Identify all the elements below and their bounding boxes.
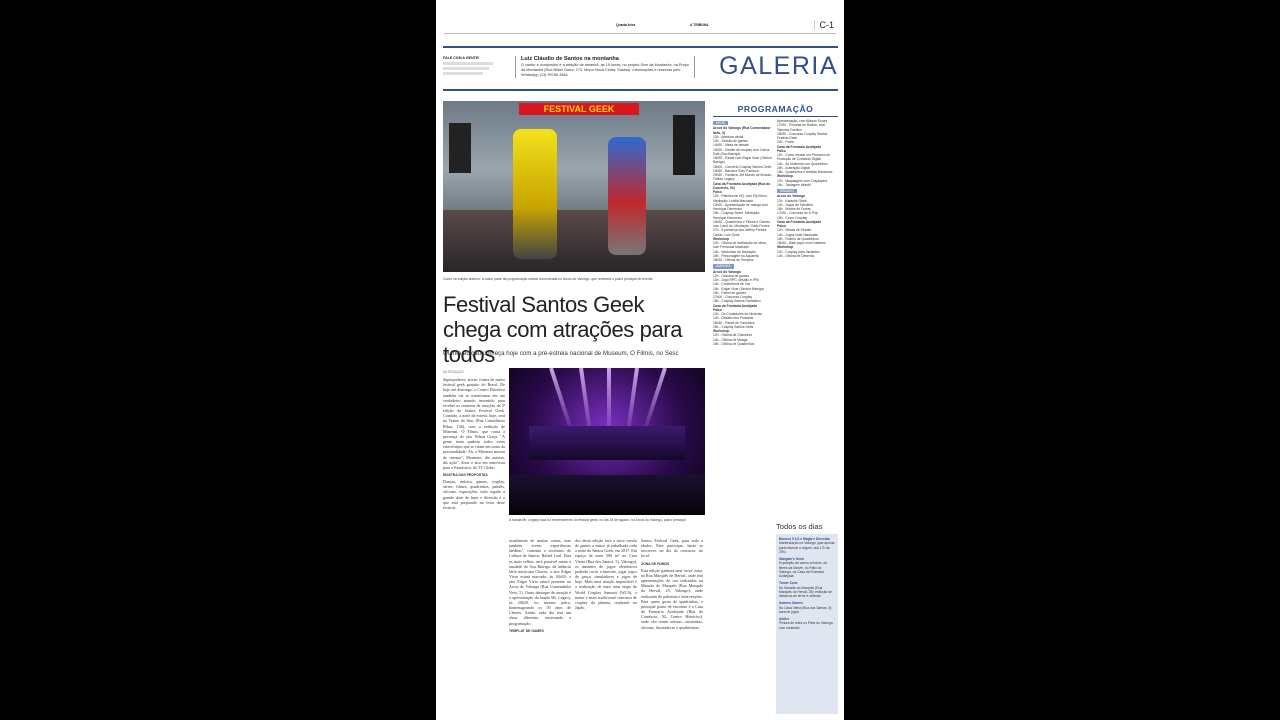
speaker-right — [673, 115, 695, 175]
page-number: C-1 — [814, 20, 834, 30]
programacao-item: 12h - Mesas de Debate — [777, 228, 812, 233]
programacao-item: 16h - Ilustração Digital — [777, 165, 810, 170]
article-column-3 — [575, 538, 637, 610]
todos-os-dias-item-text: No Casa Vieira (Rua dos Santos, 5): área de jogos — [779, 605, 833, 614]
contact-title: FALE COM A GENTE! — [443, 56, 480, 60]
folio-day: Quarta-feira — [616, 23, 636, 27]
programacao-item: 12h - Cosplay para Iniciantes — [777, 249, 820, 254]
column-text: usualmente de muitas coisas, mas também vivem experiências inéditas", comenta o secretário de Cultura de Santos, Rafael Leal. Para os mais velhos, será possível matar a saudade do Sou Barriga, da infância série mexicana Chaves, o ator Edgar Vivar estará marcado, às 16h30, o ator Edgar Vivar estará presente no Arcos do Valongo (Rua Comendador Neto, 5). Outro destaque de atração é a apresentação da banda Mr. Legacy, às 20h30, no mesmo palco, homenageando os 50 anos de Chaves. Ainda, cada dia terá um show diferente, encerrando a programação. — [509, 538, 571, 626]
todos-os-dias-box — [776, 522, 838, 714]
column-subhead: ZONA DE FUMOS — [641, 561, 670, 566]
programacao-item: 14h - Oficina de Desenho — [777, 253, 815, 258]
programacao-item: 12h - Oficina de Chaveiros — [713, 333, 753, 338]
column-text: dos desta edição será a nova versão de games a maior já trabalhada cada a noite do Santos Geek, em 2017. Em espaço de mais 500 m² no Casa Vieira (Rua dos Santos, 5), Valongo), os amantes de jogos eletrônicos poderão curtir a imersão, jogar jogos de graça, simuladores e jogos de hoje. Mais uma atração imperdível é a realização de mais uma etapa do World Cosplay Summit (WCS), o maior e mais tradicional concurso de cosplay do planeta, realizado no Japão. — [575, 538, 637, 611]
programacao-item: 16h30 - Painel de Youtubers — [713, 320, 755, 325]
programacao-item: 18h30 - Concurso Cosplay Santos Festival Geek — [777, 131, 828, 140]
programacao-item: 13h - Jogo RPG, desafio e IPM — [713, 278, 759, 282]
programacao-item: 17h00 - Concurso Cosplay — [713, 295, 753, 299]
programacao-item: 16h - Tatuagem Infantil — [777, 182, 811, 187]
programacao-item: 12h - Os Contadores de Histórias — [713, 312, 762, 316]
programacao-venue: Arcos do Valongo — [777, 194, 806, 199]
programacao-item: 16h - Personagem na Aquarela — [713, 253, 759, 258]
programacao-item: 20h - Festa — [777, 140, 794, 145]
programacao-item: 19h - Cover Cosplay — [777, 215, 808, 220]
programacao-item: 12h - Gincana de games — [713, 273, 750, 278]
todos-os-dias-item — [779, 557, 835, 578]
todos-os-dias-item — [779, 581, 835, 598]
column-subhead: MOSTRA DAS PROPOSTAS — [443, 472, 488, 477]
todos-os-dias-item-text: Exposição de carros icônicos, de filmes da Marvel, no Pátio do Valongo, na Casa da Frontaria Azulejada — [779, 561, 828, 578]
programacao-item: 16h - Oficina de Quadrinhos — [713, 341, 755, 346]
header-rule-top — [443, 46, 838, 48]
main-photo-caption: Como na edição anterior, a maior parte da programação estará concentrada no Arcos do Valongo, que receberá o palco principal do evento — [443, 277, 653, 281]
programacao-item: 16h30 - Painel com Edgar Vivar (Senhor Barriga) — [713, 156, 773, 165]
programacao-item: 12h - Oficina de estilização de olhos, com Fernanda Machado — [713, 241, 767, 250]
programacao-item: 15h - Edgar Vivar (Senhor Barriga) — [713, 286, 764, 291]
programacao-item: 16h - Mostra de Curtas — [777, 207, 811, 211]
programacao-item: 16h - Roteiro de Quadrinhos — [777, 236, 819, 241]
programacao-item: 13h00 - Apresentação de mangá com Henrique Demenico — [713, 202, 768, 211]
main-photo — [443, 101, 705, 272]
crowd — [443, 210, 705, 272]
programacao-item: 14h - Jogos de Tabuleiro — [777, 202, 814, 207]
programacao-venue: Palco — [713, 190, 722, 194]
todos-os-dias-item-text: Pintura de artes no Pátio do Valongo, com materiais — [779, 621, 834, 630]
speaker-left — [449, 123, 471, 173]
column-text: Esta edição ganhará uma 'nova' zona, na Rua Marquês de Herval, onde terá apresentações de rua realizadas na Mansão do Marquês (Rua Marquês do Herval, 25, Valongo), onde realizarão de palestras e intervenções. Para quem gosta de quadrinhos, o principal ponto de encontro é a Casa da Frontaria Azulejada (Rua do Comércio, 92, Centro Histórico), onde vão reunir artistas, cartunistas, oficinas, ilustradores e quadrinistas. — [641, 567, 703, 630]
todos-os-dias-item-title: Stargate's Geek — [779, 557, 804, 561]
article-column-1 — [443, 370, 505, 510]
programacao-item: 14h - Workshop de ilustração — [713, 249, 756, 254]
programacao-item: 14h - Jogos Indie Nacionais — [777, 232, 818, 237]
article-byline: DA REDAÇÃO — [443, 370, 464, 374]
programacao-item: 16h30 - Quadrinhos e Filmes e Games, com Carol Ito. Mediação: Carlo Fontes — [713, 219, 771, 228]
programacao-item: 15h - Cosplay Street. Mediação: Henrique Demenico — [713, 211, 761, 220]
programacao-item: 14h30 - Mesa de debate — [713, 143, 749, 148]
todos-os-dias-item — [779, 601, 835, 614]
band-photo — [509, 368, 705, 515]
promo-body: O cantor e compositor é a atração de amanhã, às 19 horas, no projeto Som da Montanha, na Praça da Montanha (Rua Nilton Dutra, 273, Morro Nova Cintra, Santos). Informações e reservas pelo WhatsApp (13) 99788-3364. — [521, 63, 689, 77]
programacao-title: PROGRAMAÇÃO — [737, 104, 814, 114]
folio-paper-name: A TRIBUNA — [690, 23, 709, 27]
programacao-item: 17h30 - Concurso de K-Pop — [777, 211, 818, 216]
programacao-item: 14h - Oficina de Mangá — [713, 337, 748, 342]
programacao-item: 14h - As Mulheres nos Quadrinhos — [777, 161, 828, 166]
programacao-item: 18h - Quadrinhos e Artistas Nacionais — [777, 170, 833, 174]
article-headline: Festival Santos Geek chega com atrações para todos — [443, 292, 683, 367]
programacao-column-2 — [777, 119, 837, 258]
programacao-item: 13h - Sessão de games — [713, 139, 748, 143]
contact-lines — [443, 62, 505, 75]
programacao-item: 12h - Palestra de HQ, com Eiji Kitroo. Mediação: Lohilla Machado — [713, 194, 768, 203]
programacao-venue: Arcos do Valongo — [713, 269, 742, 274]
section-title: GALERIA — [719, 52, 838, 80]
column-text: Superpoderes, ativar: forma de maior festival geek gratuito do Brasil. De hoje até domingo, o Centro Histórico também vai se transformar em um verdadeiro mundo inventido para receber as centenas de atrações da 5ª edição do Santos Festival Geek. Contudo, a noite de estreia, hoje, será no Teatro do Sesc (Rua Conselheiro Ribas, 136), com a exibição de Museum, O Filmis, que conta a presença do ator Nilton Graça. "A gente tenta quebrar todos esses estereótipos que se criam em torno da personalidade. Ah, o Museum mostra de cinema", Monteiro, diz autores, diz ação", disse o ator em entrevista para o Fantástico, da TV Globo. — [443, 377, 505, 470]
programacao-item: 20h30 - Fanfarra, 4M Mundo de Bruxas - Tributo Legacy — [713, 173, 773, 182]
programacao-venue: Casa da Frontaria Azulejada — [777, 219, 822, 224]
festival-banner: FESTIVAL GEEK — [519, 103, 639, 115]
programacao-day-header: AMANHÃ — [713, 264, 734, 268]
todos-os-dias-item — [779, 617, 835, 630]
programacao-item: Apresentação, com Alisson Souza — [777, 119, 828, 123]
article-column-4 — [641, 538, 703, 630]
todos-os-dias-item-title: Animes Games — [779, 601, 803, 606]
programacao-venue: Palco — [777, 148, 786, 153]
article-dek: Quinta edição começa hoje com a pré-estreia nacional de Museum, O Filmis, no Sesc — [443, 350, 679, 357]
programacao-venue: Palco — [713, 307, 722, 312]
programacao-rule — [713, 116, 838, 117]
yellow-robot-costume — [513, 129, 557, 259]
programacao-column-1 — [713, 119, 773, 346]
programacao-item: 15h30 - Desfile de cosplay com Carlos Solé (Sou Barriga) — [713, 147, 770, 156]
programacao-venue: Workshop — [777, 174, 794, 179]
programacao-item: 18h00 - Concerto Cosplay Santos Geek — [713, 164, 772, 169]
programacao-item: 17h - A presença dos Jeffery Pereira. Cartaz: Luiz Geek — [713, 228, 768, 237]
todos-os-dias-list — [776, 534, 838, 714]
newspaper-page — [436, 0, 844, 720]
todos-os-dias-item-text: Manifestação no Valongo (que aponta para retornar a origem, dos 17h às 20h) — [779, 541, 835, 554]
programacao-item: 12h - Abertura oficial — [713, 134, 744, 139]
programacao-venue: Arcos do Valongo (Rua Comendador Neto, 5) — [713, 126, 771, 135]
programacao-venue: Casa da Frontaria Azulejada — [777, 144, 822, 149]
todos-os-dias-title: Todos os dias — [776, 522, 823, 531]
programacao-item: 12h - Como montar um Processo de Produção de Conteúdo Digital — [777, 153, 831, 162]
stage — [529, 426, 685, 460]
programacao-venue: Workshop — [713, 236, 730, 241]
promo-box — [515, 56, 695, 78]
todos-os-dias-item — [779, 537, 835, 554]
column-subhead: TEMPLAT DE GAMES — [509, 628, 544, 633]
programacao-venue: Workshop — [777, 245, 794, 250]
todos-os-dias-item-text: No Mansão do Marquês (Rua Marquês do Herval, 25): exibição de clássicos de terror e oficinas — [779, 585, 832, 598]
todos-os-dias-item-title: Tomer Zone — [779, 581, 798, 586]
todos-os-dias-item-title: Atelier — [779, 617, 790, 621]
programacao-item: 12h - Karaokê Geek — [777, 198, 807, 203]
programacao-item: 14h - Conferência de Voz — [713, 282, 751, 287]
programacao-venue: Palco — [777, 224, 786, 228]
red-blue-robot-costume — [608, 137, 646, 255]
article-column-2 — [509, 538, 571, 635]
section-header — [443, 46, 838, 92]
programacao-item: 19h30 - Banda e Som Pachuco — [713, 168, 759, 173]
promo-title: Luiz Cláudio de Santos na montanha — [521, 56, 619, 62]
column-text: Santos Festival Geek, para toda a idades. Para participar, basta se inscrever, no dia do concurso, no local. — [641, 538, 703, 559]
programacao-item: 18h30 - Bate-papo com Dublador — [777, 241, 826, 245]
programacao-venue: Casa da Frontaria Azulejada — [713, 303, 758, 308]
programacao-day-header: HOJE — [713, 121, 728, 125]
programacao-item: 14h - Desafio dos Podcasts — [713, 316, 754, 321]
programacao-item: 18h - Cosplay Santos Fantástico — [713, 299, 761, 304]
programacao-item: 12h - Maquiagem com Cosplayers — [777, 178, 828, 183]
programacao-venue: Workshop — [713, 329, 730, 333]
programacao-venue: Casa da Frontaria Azulejada (Rua do Comércio, 92) — [713, 181, 771, 190]
band-photo-caption: A banda Mr. Legacy toca no encerramento do festival geek, no dia 18 de agosto, no Arcos do Valongo, palco principal — [509, 518, 686, 522]
programacao-item: 17h30 - Pinturas de Rostos, com Talentos Fashion — [777, 123, 826, 132]
programacao-item: 18h30 - Oficina de Tempero — [713, 258, 754, 262]
programacao-item: 18h - Cosplay Santos Geek — [713, 324, 754, 329]
programacao-day-header: SÁBADO — [777, 189, 797, 193]
contact-box — [443, 56, 505, 77]
programacao-item: 16h - Painel de games — [713, 290, 746, 295]
header-rule-bottom — [443, 89, 838, 91]
todos-os-dias-item-title: Boneco 9 1/2 e Magia e Diversão — [779, 537, 830, 541]
audience — [509, 475, 705, 515]
column-text: Danças, música, games, cosplay, séries, filmes, quadrinhos, painéis, oficinas, exposições, tudo regado a grande dose de lazer e diversão é o que está preparado na festa deste festival. — [443, 479, 505, 510]
page-folio — [444, 18, 836, 34]
